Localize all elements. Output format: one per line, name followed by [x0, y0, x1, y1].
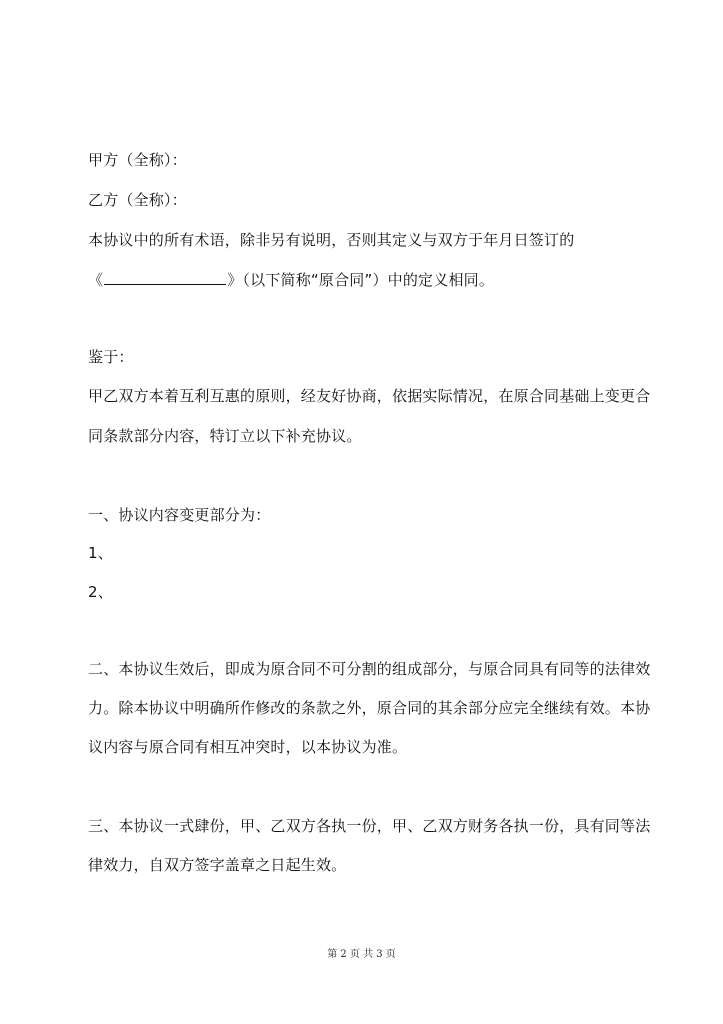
intro-line-2-text: 》（以下简称“原合同”）中的定义相同。: [227, 271, 495, 289]
section-1-heading: 一、协议内容变更部分为：: [88, 506, 271, 524]
whereas-paragraph-line-1: 甲乙双方本着互利互惠的原则，经友好协商，依据实际情况，在原合同基础上变更合: [88, 387, 651, 405]
section-1-item-1: 1、: [88, 544, 113, 562]
section-3-line-1: 三、本协议一式肆份，甲、乙双方各执一份，甲、乙双方财务各执一份，具有同等法: [88, 817, 651, 835]
party-a-label: 甲方（全称）：: [88, 151, 187, 169]
intro-paragraph-line-1: 本协议中的所有术语，除非另有说明，否则其定义与双方于年月日签订的: [88, 231, 575, 249]
whereas-heading: 鉴于：: [88, 348, 134, 366]
section-3-line-2: 律效力，自双方签字盖章之日起生效。: [88, 856, 347, 874]
intro-paragraph-line-2: [88, 270, 653, 290]
book-title-open-mark: 《: [88, 271, 104, 289]
original-contract-name-blank: [104, 270, 226, 285]
section-2-line-1: 二、本协议生效后，即成为原合同不可分割的组成部分，与原合同具有同等的法律效: [88, 660, 651, 678]
section-2-line-3: 议内容与原合同有相互冲突时，以本协议为准。: [88, 738, 408, 756]
section-2-line-2: 力。除本协议中明确所作修改的条款之外，原合同的其余部分应完全继续有效。本协: [88, 699, 651, 717]
page-number-footer: 第 2 页 共 3 页: [327, 949, 396, 960]
party-b-label: 乙方（全称）：: [88, 191, 187, 209]
whereas-paragraph-line-2: 同条款部分内容，特订立以下补充协议。: [88, 427, 362, 445]
section-1-item-2: 2、: [88, 583, 113, 601]
